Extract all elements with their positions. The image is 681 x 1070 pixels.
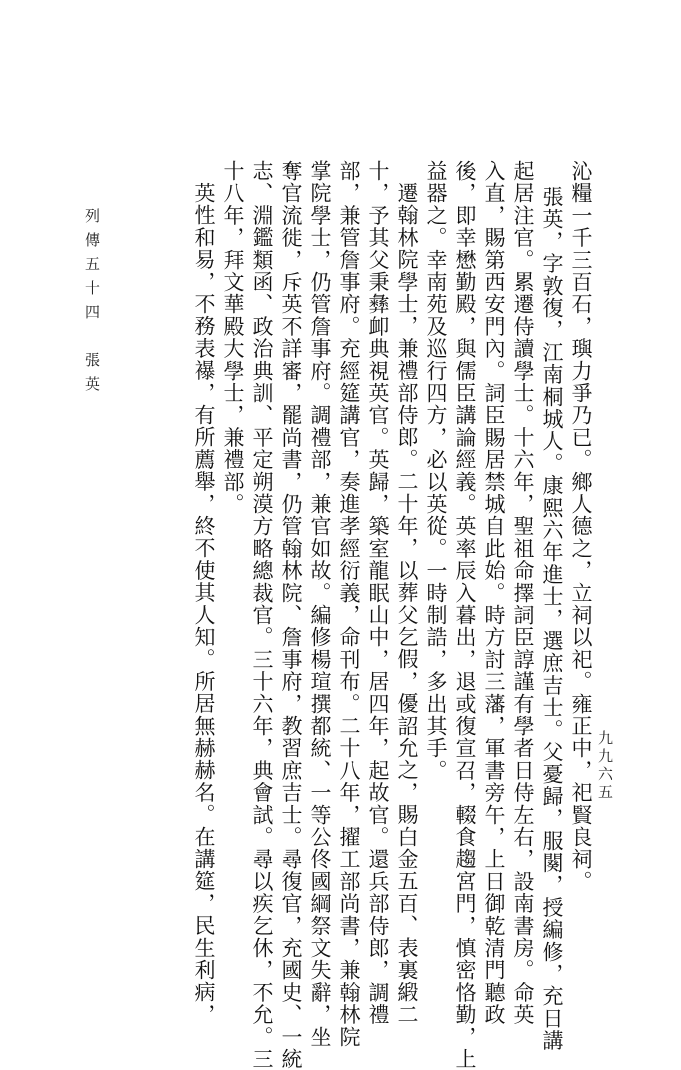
text-column-8: 十，予其父秉彝卹典視英官。英歸，築室龍眠山中，居四年，起故官。還兵部侍郎，調禮 — [366, 160, 390, 1026]
page-number: 九九六五 — [596, 730, 614, 802]
text-column-5: 後，即幸懋勤殿，與儒臣講論經義。英率辰入暮出，退或復宣召，輟食趨宮門，慎密恪勤，上 — [453, 160, 477, 1070]
text-column-10: 掌院學士，仍管詹事府。調禮部，兼官如故。編修楊瑄撰都統、一等公佟國綱祭文失辭，坐 — [308, 160, 332, 1048]
text-column-12: 志、淵鑑類函、政治典訓、平定朔漠方略總裁官。三十六年，典會試。尋以疾乞休，不允。三 — [250, 160, 274, 1070]
text-column-11: 奪官流徙，斥英不詳審，罷尚書，仍管翰林院、詹事府，教習庶吉士。尋復官，充國史、一統 — [279, 160, 303, 1070]
text-column-6: 益器之。幸南苑及巡行四方，必以英從。一時制誥，多出其手。 — [424, 160, 448, 782]
text-column-2: 張英，字敦復，江南桐城人。康熙六年進士，選庶吉士。父憂歸，服闋，授編修，充日講 — [540, 186, 564, 1052]
text-column-9: 部，兼管詹事府。充經筵講官，奏進孝經衍義，命刊布。二十八年，擢工部尚書，兼翰林院 — [337, 160, 361, 1048]
text-column-3: 起居注官。累遷侍讀學士。十六年，聖祖命擇詞臣諄謹有學者日侍左右，設南書房。命英 — [511, 160, 535, 1026]
text-column-13: 十八年，拜文華殿大學士，兼禮部。 — [221, 160, 245, 516]
text-column-1: 沁糧一千三百石，璵力爭乃已。鄉人德之，立祠以祀。雍正中，祀賢良祠。 — [569, 160, 593, 893]
text-column-7: 遷翰林院學士，兼禮部侍郎。二十年，以葬父乞假，優詔允之，賜白金五百、表裏緞二 — [395, 182, 419, 1026]
text-column-4: 入直，賜第西安門內。詞臣賜居禁城自此始。時方討三藩，軍書旁午，上日御乾清門聽政 — [482, 160, 506, 1026]
text-column-14: 英性和易，不務表襮，有所薦舉，終不使其人知。所居無赫赫名。在講筵，民生利病， — [192, 182, 216, 1026]
running-header-left: 列傳五十四 張英 — [83, 208, 101, 400]
